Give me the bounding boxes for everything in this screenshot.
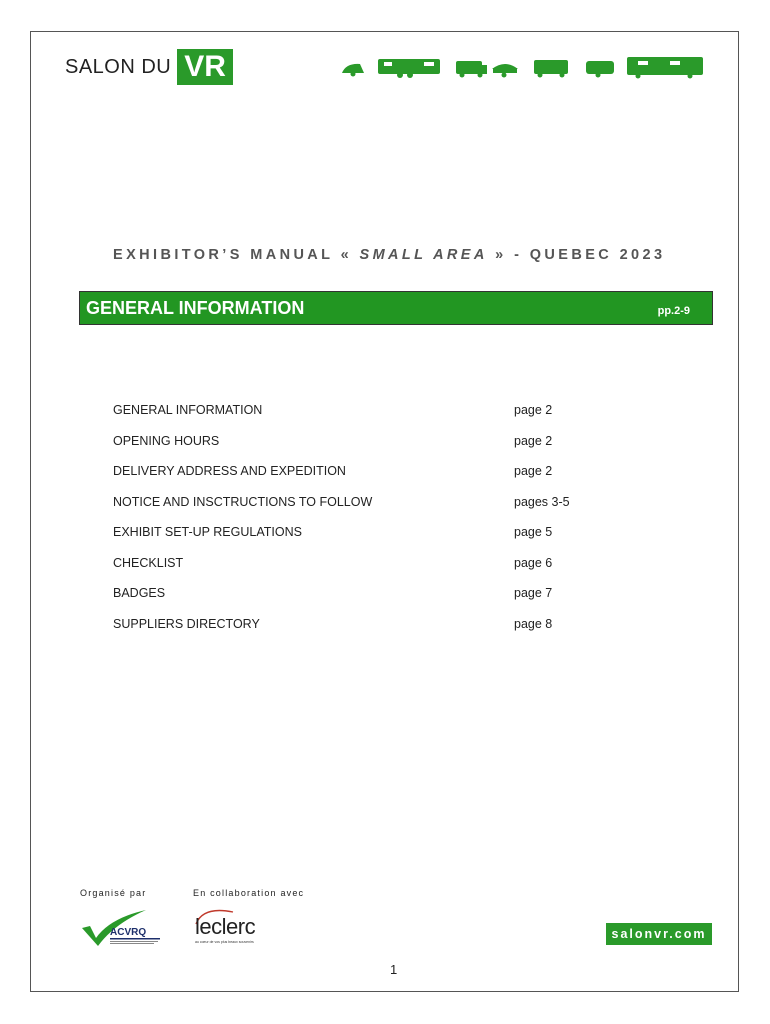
toc-page: page 2 (514, 464, 553, 478)
organized-by-label: Organisé par (80, 888, 147, 898)
leclerc-logo (193, 906, 273, 948)
toc-row (113, 586, 613, 617)
banner-title: GENERAL INFORMATION (86, 298, 305, 318)
banner-pages: pp.2-9 (657, 305, 690, 317)
toc-label: EXHIBIT SET-UP REGULATIONS (113, 525, 302, 539)
manual-title-suffix: » - QUEBEC 2023 (487, 247, 666, 263)
toc-row (113, 403, 613, 434)
toc-row (113, 556, 613, 587)
toc-label: DELIVERY ADDRESS AND EXPEDITION (113, 464, 346, 478)
toc-row (113, 525, 613, 556)
toc-page: page 7 (514, 586, 553, 600)
table-of-contents (113, 403, 613, 647)
small-trailer-icon (586, 61, 614, 78)
manual-title (113, 247, 665, 263)
toc-label: BADGES (113, 586, 166, 600)
toc-page: page 2 (514, 403, 553, 417)
manual-title-area: SMALL AREA (359, 247, 488, 263)
vehicle-icons-strip (340, 55, 705, 79)
motorhome-icon (534, 60, 568, 78)
toc-page: page 8 (514, 616, 553, 631)
toc-page: pages 3-5 (514, 494, 570, 509)
camper-van-icon (456, 61, 487, 78)
tent-trailer-icon (492, 64, 518, 78)
acvrq-logo (80, 908, 166, 948)
salon-du-vr-logo (65, 48, 233, 86)
logo-mark: VR (177, 49, 233, 85)
teardrop-trailer-icon (342, 64, 364, 77)
page-number: 1 (390, 962, 398, 977)
toc-page: page 2 (514, 433, 553, 448)
leclerc-wordmark: leclerc (195, 914, 256, 939)
toc-label: OPENING HOURS (113, 433, 220, 448)
toc-label: SUPPLIERS DIRECTORY (113, 616, 260, 631)
website-badge[interactable]: salonvr.com (606, 923, 712, 945)
toc-label: GENERAL INFORMATION (113, 403, 263, 417)
toc-label: CHECKLIST (113, 555, 184, 570)
svg-text:ACVRQ: ACVRQ (110, 927, 147, 938)
large-motorhome-icon (627, 57, 703, 79)
toc-row (113, 464, 613, 495)
toc-page: page 5 (514, 525, 553, 539)
toc-label: NOTICE AND INSCTRUCTIONS TO FOLLOW (113, 494, 373, 509)
toc-row (113, 495, 613, 526)
toc-row (113, 434, 613, 465)
collaboration-label: En collaboration avec (193, 888, 305, 898)
manual-title-prefix: EXHIBITOR’S MANUAL « (113, 247, 360, 263)
toc-page: page 6 (514, 555, 553, 570)
travel-trailer-icon (378, 59, 440, 78)
leclerc-tagline: au coeur de vos plus beaux souvenirs (195, 940, 254, 944)
toc-row (113, 617, 613, 648)
section-banner (79, 291, 713, 325)
logo-text: SALON DU (65, 55, 172, 78)
